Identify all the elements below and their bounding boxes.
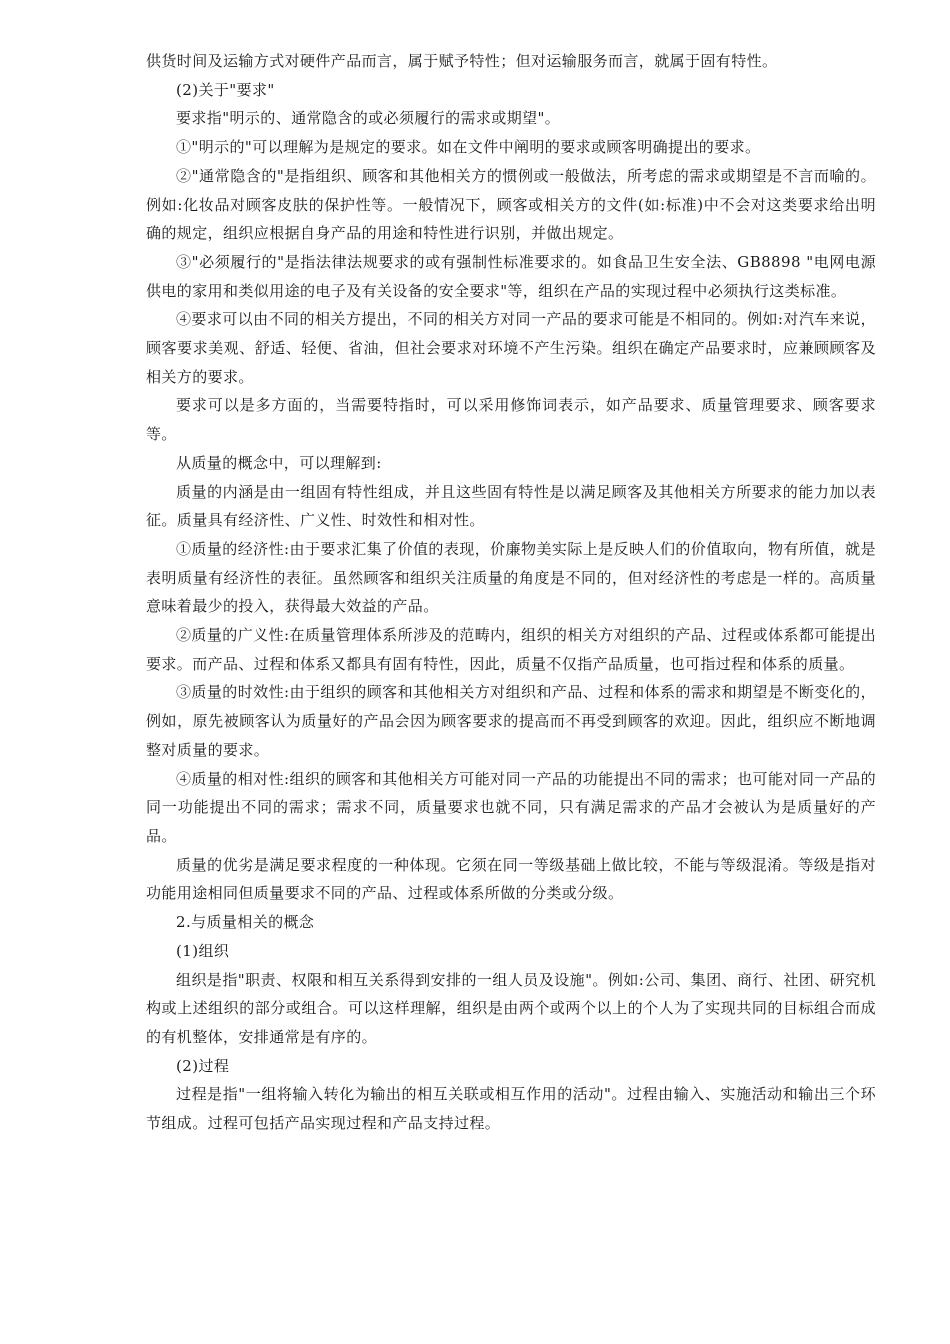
paragraph-grade: 质量的优劣是满足要求程度的一种体现。它须在同一等级基础上做比较，不能与等级混淆。等级是指对功能用途相同但质量要求不同的产品、过程或体系所做的分类或分级。 xyxy=(146,855,876,903)
paragraph-continuation: 供货时间及运输方式对硬件产品而言，属于赋予特性；但对运输服务而言，就属于固有特性。 xyxy=(146,52,778,70)
paragraph-stakeholders: ④要求可以由不同的相关方提出，不同的相关方对同一产品的要求可能是不相同的。例如:对汽车来说，顾客要求美观、舒适、轻便、省油，但社会要求对环境不产生污染。组织在确定产品要求时，应兼顾顾客及相关方的要求。 xyxy=(146,310,876,386)
heading-process: (2)过程 xyxy=(176,1056,230,1075)
paragraph-qualifiers: 要求可以是多方面的，当需要特指时，可以采用修饰词表示，如产品要求、质量管理要求、顾客要求等。 xyxy=(146,396,876,444)
paragraph-process: 过程是指"一组将输入转化为输出的相互关联或相互作用的活动"。过程由输入、实施活动和输出三个环节组成。过程可包括产品实现过程和产品支持过程。 xyxy=(146,1085,876,1133)
paragraph-explicit: ①"明示的"可以理解为是规定的要求。如在文件中阐明的要求或顾客明确提出的要求。 xyxy=(176,138,761,157)
paragraph-breadth: ②质量的广义性:在质量管理体系所涉及的范畴内，组织的相关方对组织的产品、过程或体系都可能提出要求。而产品、过程和体系又都具有固有特性，因此，质量不仅指产品质量，也可指过程和体系的质量。 xyxy=(146,626,876,673)
paragraph-economy: ①质量的经济性:由于要求汇集了价值的表现，价廉物美实际上是反映人们的价值取向，物有所值，就是表明质量有经济性的表征。虽然顾客和组织关注质量的角度是不同的，但对经济性的考虑是一样的。高质量意味着最少的投入，获得最大效益的产品。 xyxy=(146,539,876,616)
paragraph-quality-concept: 从质量的概念中，可以理解到: xyxy=(176,453,382,472)
paragraph-relativity: ④质量的相对性:组织的顾客和其他相关方可能对同一产品的功能提出不同的需求；也可能对同一产品的同一功能提出不同的需求；需求不同，质量要求也就不同，只有满足需求的产品才会被认为是质量好的产品。 xyxy=(146,769,876,845)
document-body xyxy=(146,47,876,1138)
heading-organization: (1)组织 xyxy=(176,941,230,960)
paragraph-requirement-definition: 要求指"明示的、通常隐含的或必须履行的需求或期望"。 xyxy=(176,109,561,128)
paragraph-implied: ②"通常隐含的"是指组织、顾客和其他相关方的惯例或一般做法，所考虑的需求或期望是不言而喻的。例如:化妆品对顾客皮肤的保护性等。一般情况下，顾客或相关方的文件(如:标准)中不会对这类要求给出明确的规定，组织应根据自身产品的用途和特性进行识别，并做出规定。 xyxy=(146,166,876,243)
heading-related-concepts: 2.与质量相关的概念 xyxy=(176,913,315,932)
paragraph-obligatory: ③"必须履行的"是指法律法规要求的或有强制性标准要求的。如食品卫生安全法、GB8898 "电网电源供电的家用和类似用途的电子及有关设备的安全要求"等，组织在产品的实现过程中必须执行这类标准。 xyxy=(146,252,876,300)
heading-requirement: (2)关于"要求" xyxy=(176,80,275,99)
paragraph-organization: 组织是指"职责、权限和相互关系得到安排的一组人员及设施"。例如:公司、集团、商行、社团、研究机构或上述组织的部分或组合。可以这样理解，组织是由两个或两个以上的个人为了实现共同的目标组合而成的有机整体，安排通常是有序的。 xyxy=(146,970,876,1046)
paragraph-timeliness: ③质量的时效性:由于组织的顾客和其他相关方对组织和产品、过程和体系的需求和期望是不断变化的，例如，原先被顾客认为质量好的产品会因为顾客要求的提高而不再受到顾客的欢迎。因此，组织应不断地调整对质量的要求。 xyxy=(146,683,876,759)
paragraph-quality-connotation: 质量的内涵是由一组固有特性组成，并且这些固有特性是以满足顾客及其他相关方所要求的能力加以表征。质量具有经济性、广义性、时效性和相对性。 xyxy=(146,482,876,530)
